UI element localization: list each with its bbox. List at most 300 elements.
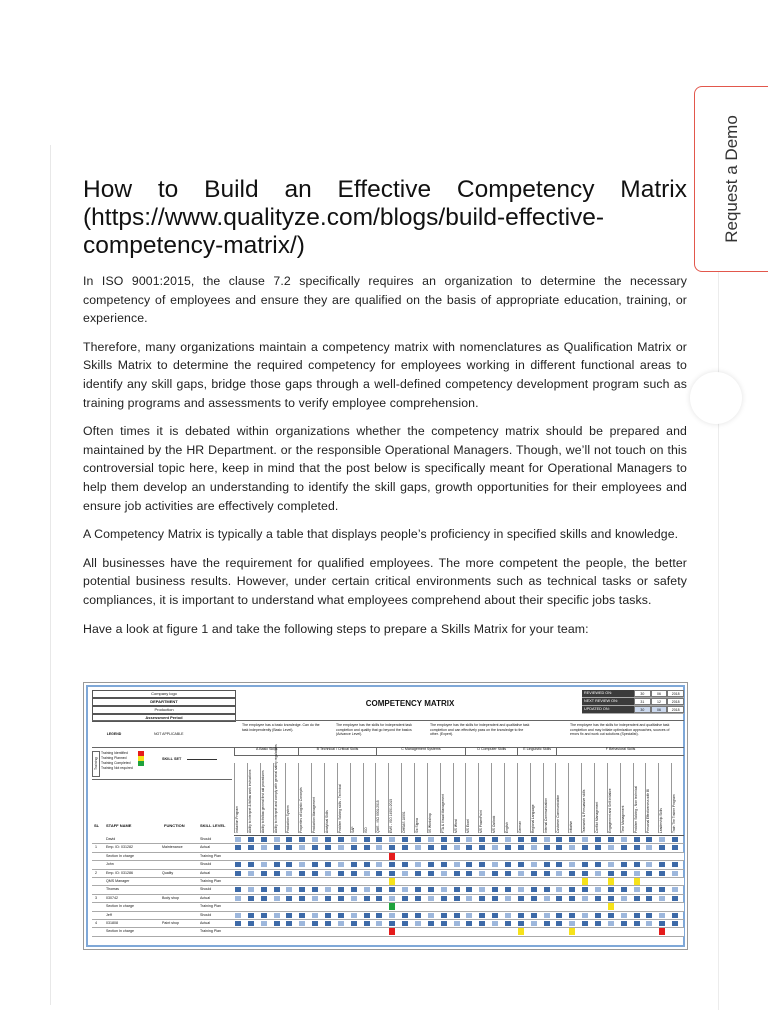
skill-level-cell — [505, 845, 511, 850]
paragraph: Often times it is debated within organizations whether the competency matrix should be prepared and maintained by the HR Department. or the responsible Operational Managers. Though, we’ll not touch on this controversial topic here, keep in mind that the post below is specifically meant for Operational Managers to help them develop an understanding to identify the skill gaps, growth opportunities for their employees and ensure job activities are effectively completed. — [83, 424, 687, 513]
skill-level-cell — [351, 845, 357, 850]
scroll-handle[interactable] — [690, 372, 742, 424]
skill-level-cell — [659, 845, 665, 850]
request-demo-label: Request a Demo — [721, 115, 741, 243]
skill-level-cell — [325, 896, 331, 901]
skill-level-label: Actual — [200, 870, 210, 875]
skill-level-cell — [454, 896, 460, 901]
skill-level-cell — [364, 871, 370, 876]
skill-level-cell — [518, 837, 524, 842]
skill-level-cell — [428, 896, 434, 901]
next-review-label: NEXT REVIEW ON: — [582, 698, 634, 705]
skill-level-cell — [582, 896, 588, 901]
skill-level-cell — [312, 871, 318, 876]
skill-level-cell — [415, 887, 421, 892]
next-review-day: 31 — [634, 698, 651, 705]
skill-column-label: Problem Solving skills - Technical — [337, 763, 346, 833]
staff-number: 4 — [95, 920, 97, 925]
staff-detail: Thomas — [106, 887, 119, 892]
section-header: C Management Systems — [376, 747, 466, 755]
skill-column-label: FTA & Visual Management — [440, 763, 449, 833]
skill-level-cell — [286, 913, 292, 918]
skill-level-cell — [505, 896, 511, 901]
col-skill-level: SKILL LEVEL — [200, 823, 226, 828]
skill-column-label: MS PowerPoint — [478, 763, 487, 833]
skill-level-cell — [428, 871, 434, 876]
skill-level-cell — [338, 837, 344, 842]
skill-level-cell — [389, 913, 395, 918]
skill-level-label: Actual — [200, 920, 210, 925]
skill-level-cell — [261, 871, 267, 876]
skill-level-cell — [556, 871, 562, 876]
skill-level-cell — [415, 837, 421, 842]
skill-level-label: Training Plan — [200, 878, 222, 883]
department-value: Production — [92, 706, 236, 714]
skill-level-cell — [544, 896, 550, 901]
skill-level-label: Should — [200, 887, 212, 892]
skill-level-cell — [479, 913, 485, 918]
table-row — [92, 844, 684, 852]
skill-column-label: Teamwork & Persuasive skills — [581, 763, 590, 833]
training-status-cell — [582, 878, 588, 885]
skill-level-cell — [312, 913, 318, 918]
staff-number: 3 — [95, 895, 97, 900]
section-header: E Linguistic Skills — [517, 747, 556, 755]
skill-level-cell — [505, 837, 511, 842]
skill-level-cell — [505, 871, 511, 876]
skill-column-label: ISO — [363, 763, 372, 833]
skill-level-cell — [248, 896, 254, 901]
skill-level-cell — [248, 845, 254, 850]
skill-level-cell — [608, 887, 614, 892]
skill-level-cell — [312, 887, 318, 892]
skill-level-cell — [518, 862, 524, 867]
skill-column-label: Customer Communication — [555, 763, 564, 833]
skill-level-cell — [544, 921, 550, 926]
skill-level-cell — [312, 837, 318, 842]
skill-level-cell — [286, 887, 292, 892]
skill-level-cell — [531, 837, 537, 842]
skill-level-cell — [454, 913, 460, 918]
staff-detail: Emp. ID: 031286 — [106, 870, 133, 875]
training-status-cell — [389, 903, 395, 910]
training-status-cell — [389, 853, 395, 860]
skill-level-cell — [235, 921, 241, 926]
article-title: How to Build an Effective Competency Matrix (https://www.qualityze.com/blogs/build-effective-competency-matrix/) — [83, 176, 687, 259]
skill-column-label: German — [517, 763, 526, 833]
skill-level-cell — [646, 896, 652, 901]
skill-level-label: Should — [200, 837, 212, 841]
skill-level-cell — [389, 845, 395, 850]
skill-level-cell — [235, 871, 241, 876]
skill-level-cell — [518, 913, 524, 918]
skill-level-cell — [325, 845, 331, 850]
skill-level-cell — [376, 845, 382, 850]
skill-level-cell — [621, 862, 627, 867]
skill-level-cell — [582, 862, 588, 867]
skill-level-cell — [479, 862, 485, 867]
skill-level-label: Training Plan — [200, 853, 222, 858]
skill-level-cell — [646, 913, 652, 918]
skill-level-cell — [274, 896, 280, 901]
skill-column-label: MS Outlook — [491, 763, 500, 833]
staff-detail: 030742 — [106, 895, 118, 900]
skill-level-cell — [672, 913, 678, 918]
skill-column-label: EMS - ISO 14001:2015 — [388, 763, 397, 833]
training-side-label: Training — [94, 757, 98, 770]
training-planned: Training Planned — [101, 756, 127, 760]
skill-column-label: Initiative — [568, 763, 577, 833]
skill-column-label: Leadership Skills — [658, 763, 667, 833]
training-status-cell — [518, 928, 524, 935]
skill-level-cell — [518, 871, 524, 876]
skill-level-cell — [672, 845, 678, 850]
training-status-cell — [608, 878, 614, 885]
skill-level-cell — [492, 845, 498, 850]
skill-level-cell — [235, 887, 241, 892]
skill-level-cell — [351, 862, 357, 867]
skill-level-cell — [634, 913, 640, 918]
skill-level-cell — [582, 845, 588, 850]
skill-level-cell — [286, 837, 292, 842]
skill-level-cell — [235, 896, 241, 901]
staff-number: 2 — [95, 870, 97, 875]
skill-column-label: Six Sigma — [414, 763, 423, 833]
not-applicable-label: NOT APPLICABLE — [154, 732, 184, 736]
skill-level-cell — [376, 871, 382, 876]
skill-level-cell — [646, 837, 652, 842]
skill-level-cell — [364, 921, 370, 926]
skill-level-cell — [402, 871, 408, 876]
skill-level-cell — [389, 862, 395, 867]
legend-band — [92, 720, 684, 748]
paragraph: All businesses have the requirement for qualified employees. The more competent the people, the better potential business results. However, under certain critical environments such as technical tasks or safety compliances, it is important to understand what employees comprehend about their specific jobs tasks. — [83, 555, 687, 607]
staff-detail: David — [106, 837, 116, 841]
reviewed-month: 06 — [651, 690, 668, 697]
skill-level-cell — [505, 913, 511, 918]
skill-level-cell — [274, 845, 280, 850]
table-row — [92, 928, 684, 936]
skill-level-cell — [428, 845, 434, 850]
skill-level-cell — [659, 837, 665, 842]
skill-level-cell — [634, 862, 640, 867]
skill-level-cell — [274, 921, 280, 926]
skill-level-cell — [518, 845, 524, 850]
skill-column-label: Regional Language — [530, 763, 539, 833]
skill-level-cell — [312, 862, 318, 867]
skill-level-cell — [621, 845, 627, 850]
skill-set-arrow — [187, 759, 217, 760]
skill-level-cell — [389, 837, 395, 842]
reviewed-day: 30 — [634, 690, 651, 697]
skill-level-cell — [364, 887, 370, 892]
reviewed-on-label: REVIEWED ON: — [582, 690, 634, 697]
skill-level-cell — [544, 871, 550, 876]
skill-level-cell — [312, 845, 318, 850]
legend-level-4: The employee has the skills for independent and qualitative task completion and may initiate optimization approaches, sources of errors fix and work out solutions (Specialist). — [570, 723, 670, 736]
skill-level-label: Should — [200, 862, 212, 867]
skill-level-cell — [479, 896, 485, 901]
updated-month: 06 — [651, 706, 668, 713]
skill-level-cell — [608, 871, 614, 876]
skill-level-cell — [672, 837, 678, 842]
skill-level-cell — [466, 921, 472, 926]
skill-level-cell — [364, 896, 370, 901]
skill-level-cell — [556, 845, 562, 850]
skill-level-cell — [595, 837, 601, 842]
skill-column-label: Internal Communication — [543, 763, 552, 833]
skill-level-cell — [364, 913, 370, 918]
skill-level-cell — [544, 837, 550, 842]
skill-level-cell — [595, 845, 601, 850]
training-status-list — [101, 751, 133, 771]
skill-column-label: 5S Workshop — [427, 763, 436, 833]
skill-level-cell — [479, 845, 485, 850]
skill-level-cell — [492, 887, 498, 892]
staff-detail: Section In charge — [106, 929, 134, 934]
skill-level-cell — [274, 862, 280, 867]
training-status-cell — [659, 928, 665, 935]
section-header: D Computer Skills — [465, 747, 517, 755]
skill-level-cell — [286, 896, 292, 901]
skill-level-cell — [376, 837, 382, 842]
skill-level-cell — [556, 887, 562, 892]
skill-level-cell — [595, 871, 601, 876]
skill-column-label: SAP — [350, 763, 359, 833]
skill-level-cell — [544, 913, 550, 918]
skill-level-cell — [595, 862, 601, 867]
skill-level-cell — [505, 887, 511, 892]
skill-level-cell — [466, 913, 472, 918]
skill-level-cell — [441, 887, 447, 892]
figure-header-right — [582, 690, 684, 714]
skill-level-cell — [556, 862, 562, 867]
skill-level-cell — [351, 921, 357, 926]
skill-level-cell — [338, 913, 344, 918]
skill-level-cell — [569, 862, 575, 867]
skill-level-cell — [428, 887, 434, 892]
assessment-period-label: Assessment Period — [92, 714, 236, 722]
skill-level-cell — [531, 896, 537, 901]
skill-level-cell — [672, 887, 678, 892]
skill-level-cell — [634, 887, 640, 892]
skill-level-cell — [646, 921, 652, 926]
skill-level-cell — [325, 913, 331, 918]
skill-level-cell — [299, 845, 305, 850]
skill-level-cell — [454, 921, 460, 926]
skill-level-cell — [672, 896, 678, 901]
updated-year: 2018 — [667, 706, 684, 713]
skill-level-cell — [351, 837, 357, 842]
skill-level-cell — [518, 896, 524, 901]
request-demo-tab[interactable] — [694, 86, 768, 272]
article-body — [83, 272, 687, 648]
skill-level-cell — [402, 913, 408, 918]
skill-level-cell — [351, 896, 357, 901]
skill-column-label: Analytical Skills — [324, 763, 333, 833]
skill-level-cell — [338, 862, 344, 867]
skill-level-cell — [325, 862, 331, 867]
reviewed-on-row — [582, 690, 684, 698]
skill-level-cell — [479, 921, 485, 926]
skill-column-label: Problem Solving - Non technical — [633, 763, 642, 833]
skill-level-cell — [634, 921, 640, 926]
skill-level-cell — [531, 845, 537, 850]
skill-column-label: Conflict Management — [594, 763, 603, 833]
skill-level-cell — [608, 845, 614, 850]
skill-column-label: QMS - ISO 9001:2015 — [375, 763, 384, 833]
legend-label: LEGEND — [106, 732, 122, 736]
skill-level-cell — [389, 896, 395, 901]
skill-level-cell — [235, 845, 241, 850]
skill-level-cell — [659, 862, 665, 867]
staff-detail: Section In charge — [106, 904, 134, 909]
skill-level-cell — [466, 887, 472, 892]
skill-level-cell — [608, 896, 614, 901]
next-review-month: 12 — [651, 698, 668, 705]
skill-level-cell — [389, 887, 395, 892]
skill-level-cell — [428, 837, 434, 842]
skill-level-cell — [569, 921, 575, 926]
skill-level-cell — [634, 871, 640, 876]
skill-level-cell — [325, 887, 331, 892]
skill-level-cell — [402, 896, 408, 901]
skill-level-cell — [544, 845, 550, 850]
skill-level-label: Should — [200, 912, 212, 917]
skill-level-cell — [531, 887, 537, 892]
training-status-cell — [389, 878, 395, 885]
skill-level-cell — [441, 845, 447, 850]
column-headers — [92, 779, 232, 836]
skill-level-cell — [608, 837, 614, 842]
skill-level-cell — [556, 837, 562, 842]
skill-level-cell — [248, 837, 254, 842]
updated-day: 30 — [634, 706, 651, 713]
staff-function: Maintenance — [162, 845, 183, 850]
training-legend — [92, 747, 232, 777]
skill-level-cell — [415, 921, 421, 926]
skill-level-cell — [672, 921, 678, 926]
skill-level-cell — [659, 896, 665, 901]
training-legend-side — [92, 751, 100, 777]
skill-level-cell — [518, 887, 524, 892]
skill-level-cell — [415, 845, 421, 850]
skill-level-cell — [466, 845, 472, 850]
skill-level-cell — [274, 913, 280, 918]
skill-column-label: Production Management — [311, 763, 320, 833]
col-sl: SL — [94, 823, 100, 828]
updated-on-label: UPDATED ON: — [582, 706, 634, 713]
staff-detail: Jeff — [106, 912, 112, 917]
skill-level-cell — [248, 913, 254, 918]
skill-level-cell — [248, 887, 254, 892]
training-status-cell — [608, 903, 614, 910]
skill-column-label: Induction Program — [234, 763, 243, 833]
skill-level-cell — [492, 921, 498, 926]
skill-sections — [234, 747, 684, 756]
paragraph: A Competency Matrix is typically a table that displays people’s proficiency in specified skills and knowledge. — [83, 527, 679, 542]
skill-level-cell — [608, 862, 614, 867]
skill-level-cell — [286, 862, 292, 867]
department-label: DEPARTMENT — [92, 698, 236, 706]
skill-level-cell — [376, 887, 382, 892]
col-staff: STAFF NAME — [106, 823, 132, 828]
staff-rows — [92, 836, 684, 937]
table-row — [92, 903, 684, 911]
skill-level-cell — [621, 837, 627, 842]
skill-level-cell — [376, 921, 382, 926]
skill-level-cell — [466, 896, 472, 901]
skill-level-cell — [441, 871, 447, 876]
skill-level-cell — [492, 837, 498, 842]
skill-level-cell — [531, 913, 537, 918]
skill-level-cell — [235, 837, 241, 842]
skill-level-cell — [299, 921, 305, 926]
skill-column-label: Engagement and Self initiative — [607, 763, 616, 833]
skill-level-cell — [569, 845, 575, 850]
skill-level-cell — [402, 887, 408, 892]
staff-detail: 031808 — [106, 920, 118, 925]
skill-level-cell — [621, 913, 627, 918]
skill-level-cell — [659, 913, 665, 918]
skill-level-cell — [235, 913, 241, 918]
skill-level-cell — [492, 871, 498, 876]
skill-level-cell — [621, 871, 627, 876]
skill-level-cell — [338, 845, 344, 850]
skill-level-cell — [274, 837, 280, 842]
skill-level-cell — [338, 896, 344, 901]
skill-level-cell — [492, 913, 498, 918]
table-row — [92, 912, 684, 920]
skill-level-cell — [582, 871, 588, 876]
skill-level-cell — [286, 845, 292, 850]
skill-level-cell — [325, 871, 331, 876]
skill-level-cell — [261, 887, 267, 892]
skill-level-cell — [531, 862, 537, 867]
skill-level-cell — [479, 871, 485, 876]
skill-level-cell — [544, 887, 550, 892]
skill-level-cell — [582, 837, 588, 842]
training-status-cell — [569, 928, 575, 935]
table-row — [92, 878, 684, 886]
skill-level-cell — [569, 913, 575, 918]
skill-level-cell — [364, 837, 370, 842]
skill-level-cell — [389, 921, 395, 926]
skill-level-cell — [248, 862, 254, 867]
skill-level-cell — [338, 871, 344, 876]
skill-level-cell — [299, 837, 305, 842]
skill-level-label: Actual — [200, 845, 210, 850]
skill-level-cell — [582, 913, 588, 918]
skill-level-cell — [402, 837, 408, 842]
skill-level-cell — [531, 921, 537, 926]
skill-level-cell — [634, 845, 640, 850]
staff-detail: Emp. ID: 031282 — [106, 845, 133, 850]
skill-level-cell — [544, 862, 550, 867]
table-row — [92, 870, 684, 878]
skill-level-cell — [299, 862, 305, 867]
skill-level-cell — [286, 921, 292, 926]
skill-level-cell — [376, 896, 382, 901]
skill-level-cell — [441, 837, 447, 842]
table-row — [92, 886, 684, 894]
training-not-required: Training Not required — [101, 766, 133, 770]
skill-column-label: Ability to interpret & follow work instructions — [247, 763, 256, 833]
status-green-swatch — [138, 761, 144, 766]
staff-detail: John — [106, 862, 114, 867]
skill-level-cell — [415, 862, 421, 867]
skill-level-cell — [364, 845, 370, 850]
